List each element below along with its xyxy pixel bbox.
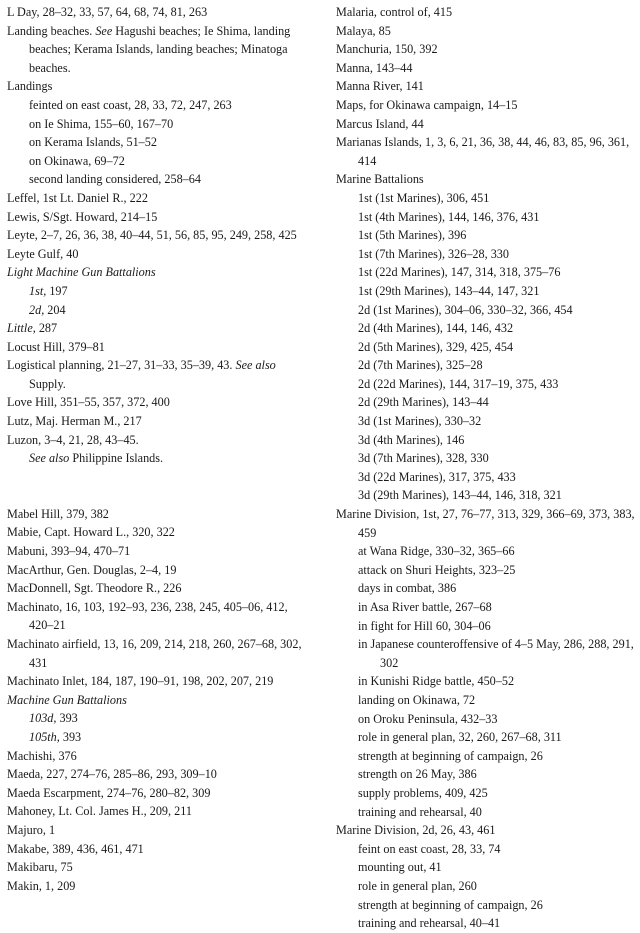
index-entry xyxy=(7,505,307,524)
entry-lead-text: on Oroku Peninsula, 432–33 xyxy=(358,711,498,726)
entry-lead-text: on Ie Shima, 155–60, 167–70 xyxy=(29,116,174,131)
entry-lead-text: Logistical planning, 21–27, 31–33, 35–39, 43. xyxy=(7,358,236,373)
index-subentry xyxy=(7,170,307,189)
index-entry xyxy=(7,226,307,245)
index-subentry xyxy=(336,803,636,822)
entry-lead-text: Landings xyxy=(7,79,53,94)
index-entry xyxy=(7,523,307,542)
index-subentry xyxy=(336,542,636,561)
index-entry xyxy=(336,77,636,96)
index-entry xyxy=(7,393,307,412)
entry-lead-text: 2d (22d Marines), 144, 317–19, 375, 433 xyxy=(358,376,559,391)
index-subentry xyxy=(336,486,636,505)
entry-italic-text: 105th, xyxy=(29,729,60,744)
index-entry xyxy=(7,598,307,635)
entry-lead-text: strength at beginning of campaign, 26 xyxy=(358,748,543,763)
entry-lead-text: Majuro, 1 xyxy=(7,822,56,837)
entry-tail-text: 287 xyxy=(35,321,58,336)
index-entry xyxy=(7,877,307,896)
index-subentry xyxy=(7,96,307,115)
index-subentry xyxy=(336,672,636,691)
entry-lead-text: Manna, 143–44 xyxy=(336,60,413,75)
entry-lead-text: in Kunishi Ridge battle, 450–52 xyxy=(358,674,515,689)
entry-lead-text: mounting out, 41 xyxy=(358,860,442,875)
entry-lead-text: Machinato Inlet, 184, 187, 190–91, 198, 202, 207, 219 xyxy=(7,674,274,689)
entry-lead-text: 2d (7th Marines), 325–28 xyxy=(358,358,483,373)
entry-italic-text: 103d, xyxy=(29,711,57,726)
index-entry xyxy=(7,821,307,840)
entry-lead-text: attack on Shuri Heights, 323–25 xyxy=(358,562,516,577)
index-subentry xyxy=(336,412,636,431)
entry-italic-text: 1st, xyxy=(29,283,47,298)
entry-lead-text: Makibaru, 75 xyxy=(7,860,73,875)
index-entry xyxy=(7,77,307,96)
entry-italic-text: Light Machine Gun Battalions xyxy=(7,265,156,280)
index-subentry xyxy=(336,282,636,301)
entry-lead-text: 1st (29th Marines), 143–44, 147, 321 xyxy=(358,283,540,298)
entry-lead-text: Marcus Island, 44 xyxy=(336,116,424,131)
index-subentry xyxy=(336,375,636,394)
index-entry xyxy=(336,96,636,115)
entry-lead-text: 3d (22d Marines), 317, 375, 433 xyxy=(358,469,516,484)
entry-lead-text: 2d (4th Marines), 144, 146, 432 xyxy=(358,321,514,336)
index-entry xyxy=(7,189,307,208)
entry-lead-text: 1st (5th Marines), 396 xyxy=(358,228,467,243)
entry-lead-text: MacArthur, Gen. Douglas, 2–4, 19 xyxy=(7,562,177,577)
index-entry xyxy=(336,40,636,59)
index-subentry xyxy=(336,189,636,208)
index-entry xyxy=(7,802,307,821)
entry-lead-text: L Day, 28–32, 33, 57, 64, 68, 74, 81, 263 xyxy=(7,5,208,19)
entry-italic-text: 2d, xyxy=(29,302,45,317)
index-subentry xyxy=(336,617,636,636)
index-entry xyxy=(7,672,307,691)
index-subentry xyxy=(7,301,307,320)
index-entry xyxy=(7,356,307,393)
entry-lead-text: 1st (4th Marines), 144, 146, 376, 431 xyxy=(358,209,540,224)
entry-lead-text: 1st (22d Marines), 147, 314, 318, 375–76 xyxy=(358,265,561,280)
index-subentry xyxy=(336,579,636,598)
entry-lead-text: Marine Division, 2d, 26, 43, 461 xyxy=(336,823,496,838)
entry-lead-text: supply problems, 409, 425 xyxy=(358,785,488,800)
entry-lead-text: Lewis, S/Sgt. Howard, 214–15 xyxy=(7,209,158,224)
entry-lead-text: Maeda Escarpment, 274–76, 280–82, 309 xyxy=(7,785,211,800)
index-entry xyxy=(336,22,636,41)
entry-lead-text: strength at beginning of campaign, 26 xyxy=(358,897,543,912)
index-subentry xyxy=(7,449,307,468)
index-subentry xyxy=(336,393,636,412)
index-entry xyxy=(7,691,307,710)
entry-lead-text: Leyte, 2–7, 26, 36, 38, 40–44, 51, 56, 85, 95, 249, 258, 425 xyxy=(7,228,297,243)
index-column-left xyxy=(7,3,307,895)
entry-lead-text: 1st (7th Marines), 326–28, 330 xyxy=(358,246,509,261)
index-entry xyxy=(7,579,307,598)
index-subentry xyxy=(336,710,636,729)
index-entry xyxy=(7,245,307,264)
index-subentry xyxy=(336,840,636,859)
entry-lead-text: Mabuni, 393–94, 470–71 xyxy=(7,544,131,559)
index-subentry xyxy=(336,858,636,877)
entry-lead-text: Leyte Gulf, 40 xyxy=(7,246,79,261)
entry-tail-text: Supply. xyxy=(29,376,66,391)
entry-lead-text: role in general plan, 260 xyxy=(358,878,477,893)
entry-lead-text: Machinato, 16, 103, 192–93, 236, 238, 245, 405–06, 412, 420–21 xyxy=(7,599,288,633)
index-subentry xyxy=(336,561,636,580)
entry-lead-text: Locust Hill, 379–81 xyxy=(7,339,105,354)
index-subentry xyxy=(7,709,307,728)
index-entry xyxy=(7,3,307,22)
entry-lead-text: Marianas Islands, 1, 3, 6, 21, 36, 38, 44, 46, 83, 85, 96, 361, 414 xyxy=(336,135,630,168)
entry-tail-text: Hagushi beaches; Ie Shima, landing beaches; Kerama Islands, landing beaches; Minatoga beaches. xyxy=(29,23,291,75)
entry-lead-text: 3d (4th Marines), 146 xyxy=(358,432,465,447)
entry-lead-text: in Japanese counteroffensive of 4–5 May, 286, 288, 291, 302 xyxy=(358,637,634,670)
entry-lead-text: strength on 26 May, 386 xyxy=(358,767,477,782)
entry-lead-text: Makin, 1, 209 xyxy=(7,878,76,893)
entry-lead-text: in Asa River battle, 267–68 xyxy=(358,600,492,614)
index-subentry xyxy=(336,635,636,672)
entry-lead-text: Malaya, 85 xyxy=(336,23,391,38)
entry-lead-text: Maps, for Okinawa campaign, 14–15 xyxy=(336,97,518,112)
index-entry xyxy=(336,170,636,189)
entry-lead-text: Lutz, Maj. Herman M., 217 xyxy=(7,414,142,429)
index-entry xyxy=(336,505,636,542)
entry-lead-text: Luzon, 3–4, 21, 28, 43–45. xyxy=(7,432,139,447)
index-subentry xyxy=(336,319,636,338)
index-subentry xyxy=(336,338,636,357)
index-subentry xyxy=(7,152,307,171)
entry-lead-text: Marine Battalions xyxy=(336,172,424,187)
entry-italic-text: See xyxy=(95,23,113,38)
index-subentry xyxy=(336,747,636,766)
index-subentry xyxy=(336,765,636,784)
index-subentry xyxy=(7,115,307,134)
index-entry xyxy=(7,784,307,803)
entry-lead-text: in fight for Hill 60, 304–06 xyxy=(358,618,491,633)
index-subentry xyxy=(336,784,636,803)
entry-lead-text: second landing considered, 258–64 xyxy=(29,172,201,187)
entry-tail-text: 393 xyxy=(59,729,82,744)
entry-lead-text: feinted on east coast, 28, 33, 72, 247, 263 xyxy=(29,97,232,112)
index-entry xyxy=(7,263,307,282)
index-entry xyxy=(7,319,307,338)
index-subentry xyxy=(336,914,636,933)
index-entry xyxy=(336,3,636,22)
entry-lead-text: training and rehearsal, 40 xyxy=(358,804,482,819)
index-entry xyxy=(336,115,636,134)
entry-lead-text: 1st (1st Marines), 306, 451 xyxy=(358,190,490,205)
entry-lead-text: days in combat, 386 xyxy=(358,581,457,596)
index-entry xyxy=(7,22,307,78)
entry-lead-text: 3d (1st Marines), 330–32 xyxy=(358,414,482,429)
entry-lead-text: role in general plan, 32, 260, 267–68, 311 xyxy=(358,730,562,745)
entry-italic-text: Little, xyxy=(7,321,36,336)
entry-lead-text: 2d (5th Marines), 329, 425, 454 xyxy=(358,339,514,354)
index-subentry xyxy=(336,208,636,227)
entry-lead-text: feint on east coast, 28, 33, 74 xyxy=(358,841,501,856)
index-subentry xyxy=(336,245,636,264)
entry-tail-text: 197 xyxy=(46,283,68,298)
index-subentry xyxy=(336,431,636,450)
entry-lead-text: 2d (29th Marines), 143–44 xyxy=(358,395,489,410)
entry-lead-text: Makabe, 389, 436, 461, 471 xyxy=(7,841,144,856)
index-entry xyxy=(336,133,636,170)
index-subentry xyxy=(336,226,636,245)
entry-lead-text: Marine Division, 1st, 27, 76–77, 313, 329, 366–69, 373, 383, 459 xyxy=(336,507,635,540)
entry-lead-text: Mabie, Capt. Howard L., 320, 322 xyxy=(7,525,175,540)
entry-lead-text: Mabel Hill, 379, 382 xyxy=(7,506,109,521)
entry-lead-text: MacDonnell, Sgt. Theodore R., 226 xyxy=(7,581,182,596)
entry-lead-text: landing on Okinawa, 72 xyxy=(358,692,476,707)
entry-tail-text: 393 xyxy=(56,711,78,726)
entry-italic-text: Machine Gun Battalions xyxy=(7,692,127,707)
index-subentry xyxy=(7,728,307,747)
index-entry xyxy=(7,765,307,784)
entry-lead-text: Machishi, 376 xyxy=(7,748,77,763)
index-entry xyxy=(7,858,307,877)
index-subentry xyxy=(7,282,307,301)
entry-lead-text: training and rehearsal, 40–41 xyxy=(358,916,501,931)
index-entry xyxy=(7,431,307,450)
entry-lead-text: Machinato airfield, 13, 16, 209, 214, 218, 260, 267–68, 302, 431 xyxy=(7,637,302,670)
index-subentry xyxy=(336,263,636,282)
entry-tail-text: Philippine Islands. xyxy=(69,451,164,466)
entry-lead-text: Manna River, 141 xyxy=(336,79,424,94)
entry-lead-text: 3d (7th Marines), 328, 330 xyxy=(358,451,489,466)
index-subentry xyxy=(336,598,636,617)
index-subentry xyxy=(336,468,636,487)
entry-lead-text: Love Hill, 351–55, 357, 372, 400 xyxy=(7,395,170,410)
entry-lead-text: Manchuria, 150, 392 xyxy=(336,42,438,57)
index-entry xyxy=(7,412,307,431)
index-subentry xyxy=(336,728,636,747)
index-entry xyxy=(7,635,307,672)
index-subentry xyxy=(336,301,636,320)
entry-lead-text: Malaria, control of, 415 xyxy=(336,5,453,19)
entry-italic-text: See also xyxy=(235,358,276,373)
index-subentry xyxy=(336,691,636,710)
entry-italic-text: See also xyxy=(29,451,70,466)
entry-lead-text: Landing beaches. xyxy=(7,23,96,38)
index-entry xyxy=(7,208,307,227)
index-column-right xyxy=(336,3,636,933)
entry-lead-text: 3d (29th Marines), 143–44, 146, 318, 321 xyxy=(358,488,562,503)
index-subentry xyxy=(7,133,307,152)
index-subentry xyxy=(336,877,636,896)
index-subentry xyxy=(336,449,636,468)
entry-lead-text: on Okinawa, 69–72 xyxy=(29,153,125,168)
index-entry xyxy=(7,747,307,766)
index-entry xyxy=(7,840,307,859)
entry-lead-text: Maeda, 227, 274–76, 285–86, 293, 309–10 xyxy=(7,767,217,782)
entry-tail-text: 204 xyxy=(44,302,66,317)
entry-lead-text: at Wana Ridge, 330–32, 365–66 xyxy=(358,544,515,559)
index-subentry xyxy=(336,356,636,375)
index-entry xyxy=(7,561,307,580)
index-entry xyxy=(7,338,307,357)
entry-lead-text: on Kerama Islands, 51–52 xyxy=(29,135,157,150)
index-entry xyxy=(336,59,636,78)
index-entry xyxy=(7,542,307,561)
entry-lead-text: 2d (1st Marines), 304–06, 330–32, 366, 454 xyxy=(358,302,573,317)
entry-lead-text: Leffel, 1st Lt. Daniel R., 222 xyxy=(7,190,148,205)
index-subentry xyxy=(336,896,636,915)
entry-lead-text: Mahoney, Lt. Col. James H., 209, 211 xyxy=(7,804,192,819)
index-entry xyxy=(336,821,636,840)
